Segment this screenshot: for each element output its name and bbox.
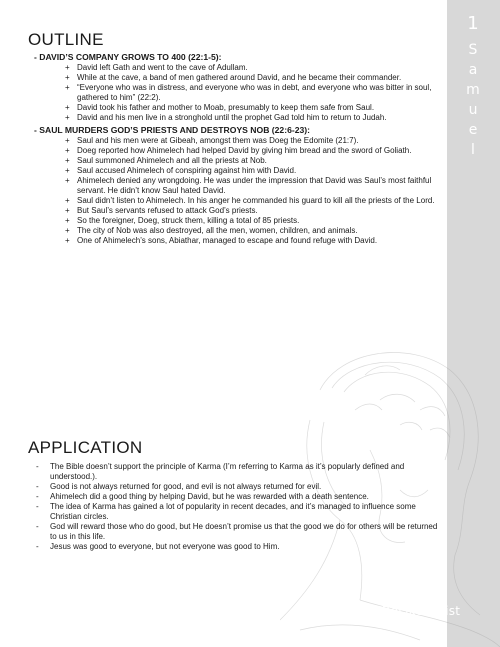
- section-item-list: [28, 63, 440, 123]
- section-heading: - DAVID’S COMPANY GROWS TO 400 (22:1-5):: [34, 52, 222, 62]
- book-letter: a: [468, 62, 479, 78]
- site-watermark: 2BeLikeChrist: [374, 604, 461, 618]
- book-title-vertical: [447, 14, 500, 160]
- list-item: + Doeg reported how Ahimelech had helped David by giving him bread and the sword of Goliath.: [65, 146, 412, 155]
- section-heading: - SAUL MURDERS GOD’S PRIESTS AND DESTROYS NOB (22:6-23):: [34, 125, 310, 135]
- list-item: + Saul accused Ahimelech of conspiring against him with David.: [65, 166, 297, 175]
- list-item: + David left Gath and went to the cave of Adullam.: [65, 63, 248, 72]
- list-item: + “Everyone who was in distress, and everyone who was in debt, and everyone who was bitter in soul, gathered to him” (22:2).: [65, 83, 432, 102]
- book-letter: m: [466, 82, 481, 98]
- list-item: + David took his father and mother to Moab, presumably to keep them safe from Saul.: [65, 103, 375, 112]
- list-item: + The city of Nob was also destroyed, all the men, women, children, and animals.: [65, 226, 358, 235]
- list-item: - Ahimelech did a good thing by helping David, but he was rewarded with a death sentence.: [36, 492, 369, 501]
- list-item: + One of Ahimelech’s sons, Abiathar, managed to escape and found refuge with David.: [65, 236, 378, 245]
- list-item: - The Bible doesn’t support the principle of Karma (I’m referring to Karma as it’s popularly defined and understood.).: [36, 462, 405, 481]
- list-item: + Saul didn’t listen to Ahimelech. In his anger he commanded his guard to kill all the priests of the Lord.: [65, 196, 435, 205]
- outline-heading: OUTLINE: [28, 30, 104, 49]
- list-item: + But Saul’s servants refused to attack God’s priests.: [65, 206, 258, 215]
- book-letter: l: [471, 142, 476, 158]
- book-letter: u: [468, 102, 479, 118]
- list-item: + While at the cave, a band of men gathered around David, and he became their commander.: [65, 73, 402, 82]
- list-item: + Ahimelech denied any wrongdoing. He was under the impression that David was Saul’s most faithful servant. He didn’t know Saul hated David.: [65, 176, 432, 195]
- application-section: [28, 438, 440, 552]
- list-item: + Saul and his men were at Gibeah, amongst them was Doeg the Edomite (21:7).: [65, 136, 359, 145]
- list-item: - Good is not always returned for good, and evil is not always returned for evil.: [36, 482, 322, 491]
- outline-section: [28, 30, 440, 246]
- list-item: + So the foreigner, Doeg, struck them, killing a total of 85 priests.: [65, 216, 300, 225]
- list-item: - God will reward those who do good, but He doesn’t promise us that the good we do for others will be returned to us in this life.: [36, 522, 438, 541]
- application-item-list: [28, 462, 440, 552]
- list-item: + Saul summoned Ahimelech and all the priests at Nob.: [65, 156, 267, 165]
- book-letter: S: [468, 42, 479, 58]
- list-item: + David and his men live in a stronghold until the prophet Gad told him to return to Judah.: [65, 113, 387, 122]
- application-heading: APPLICATION: [28, 438, 143, 457]
- book-number: 1: [467, 13, 480, 34]
- list-item: - The idea of Karma has gained a lot of popularity in recent decades, and it’s managed to influence some Christian circles.: [36, 502, 416, 521]
- list-item: - Jesus was good to everyone, but not everyone was good to Him.: [36, 542, 280, 551]
- book-letter: e: [468, 122, 479, 138]
- section-item-list: [28, 136, 440, 246]
